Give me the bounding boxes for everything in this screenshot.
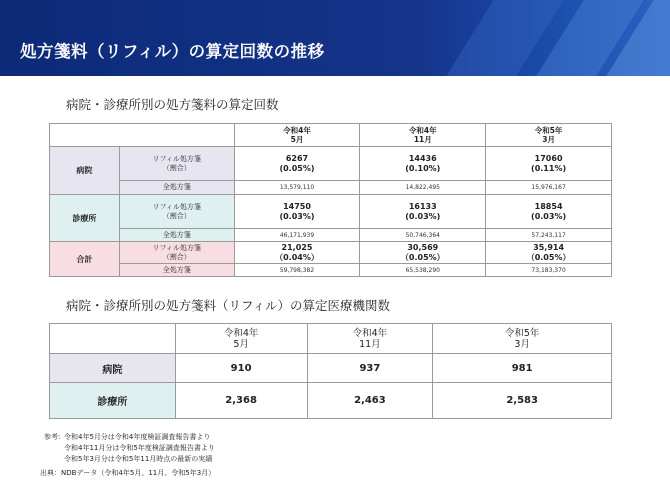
table-row [50, 229, 612, 242]
note-line: 令和4年11月分は令和5年度検証調査報告書より [64, 444, 215, 452]
title-banner [0, 0, 670, 76]
category-hospital: 病院 [50, 354, 176, 383]
institution-count-table [49, 323, 612, 419]
header-blank [50, 124, 235, 147]
refill-label: リフィル処方箋 （割合） [119, 147, 234, 181]
refill-count-table [49, 123, 612, 277]
category-hospital: 病院 [50, 147, 120, 195]
table-row [50, 264, 612, 277]
total-value: 50,746,364 [360, 229, 486, 242]
column-header: 令和4年 5月 [175, 324, 307, 354]
table1-title: 病院・診療所別の処方箋料の算定回数 [66, 97, 279, 112]
total-value: 15,976,167 [486, 181, 612, 195]
header-blank [50, 324, 176, 354]
count-value: 937 [307, 354, 433, 383]
reference-notes [44, 432, 215, 465]
category-total: 合計 [50, 242, 120, 277]
count-value: 981 [433, 354, 612, 383]
column-header: 令和4年 11月 [307, 324, 433, 354]
header-row [50, 324, 612, 354]
table-row [50, 242, 612, 264]
refill-value: 30,569 （0.05%） [360, 242, 486, 264]
refill-value: 6267 (0.05%) [234, 147, 360, 181]
column-header: 令和4年 5月 [234, 124, 360, 147]
total-label: 全処方箋 [119, 229, 234, 242]
refill-value: 14436 (0.10%) [360, 147, 486, 181]
count-value: 2,583 [433, 383, 612, 419]
total-value: 59,798,382 [234, 264, 360, 277]
total-value: 14,822,495 [360, 181, 486, 195]
total-value: 57,243,117 [486, 229, 612, 242]
total-value: 13,579,110 [234, 181, 360, 195]
category-clinic: 診療所 [50, 195, 120, 242]
table-row [50, 383, 612, 419]
refill-value: 18854 (0.03%) [486, 195, 612, 229]
refill-value: 16133 (0.03%) [360, 195, 486, 229]
total-label: 全処方箋 [119, 264, 234, 277]
count-value: 2,368 [175, 383, 307, 419]
notes-label: 参考: [44, 433, 61, 441]
total-value: 73,183,370 [486, 264, 612, 277]
total-label: 全処方箋 [119, 181, 234, 195]
count-value: 2,463 [307, 383, 433, 419]
refill-value: 14750 (0.03%) [234, 195, 360, 229]
column-header: 令和4年 11月 [360, 124, 486, 147]
table-row [50, 195, 612, 229]
refill-label: リフィル処方箋 （割合） [119, 242, 234, 264]
source-note: 出典：NDBデータ（令和4年5月、11月、令和5年3月） [40, 469, 216, 477]
table2-title: 病院・診療所別の処方箋料（リフィル）の算定医療機関数 [66, 298, 391, 313]
note-line: 令和4年5月分は令和4年度検証調査報告書より [64, 433, 211, 441]
table-row [50, 181, 612, 195]
column-header: 令和5年 3月 [433, 324, 612, 354]
total-value: 46,171,939 [234, 229, 360, 242]
table-row [50, 147, 612, 181]
refill-value: 21,025 （0.04%） [234, 242, 360, 264]
page-title: 処方箋料（リフィル）の算定回数の推移 [20, 42, 325, 61]
count-value: 910 [175, 354, 307, 383]
column-header: 令和5年 3月 [486, 124, 612, 147]
refill-label: リフィル処方箋 （割合） [119, 195, 234, 229]
table-row [50, 354, 612, 383]
refill-value: 35,914 （0.05%） [486, 242, 612, 264]
refill-value: 17060 (0.11%) [486, 147, 612, 181]
header-row [50, 124, 612, 147]
note-line: 令和5年3月分は令和5年11月時点の最新の実績 [64, 455, 213, 463]
category-clinic: 診療所 [50, 383, 176, 419]
total-value: 65,538,290 [360, 264, 486, 277]
